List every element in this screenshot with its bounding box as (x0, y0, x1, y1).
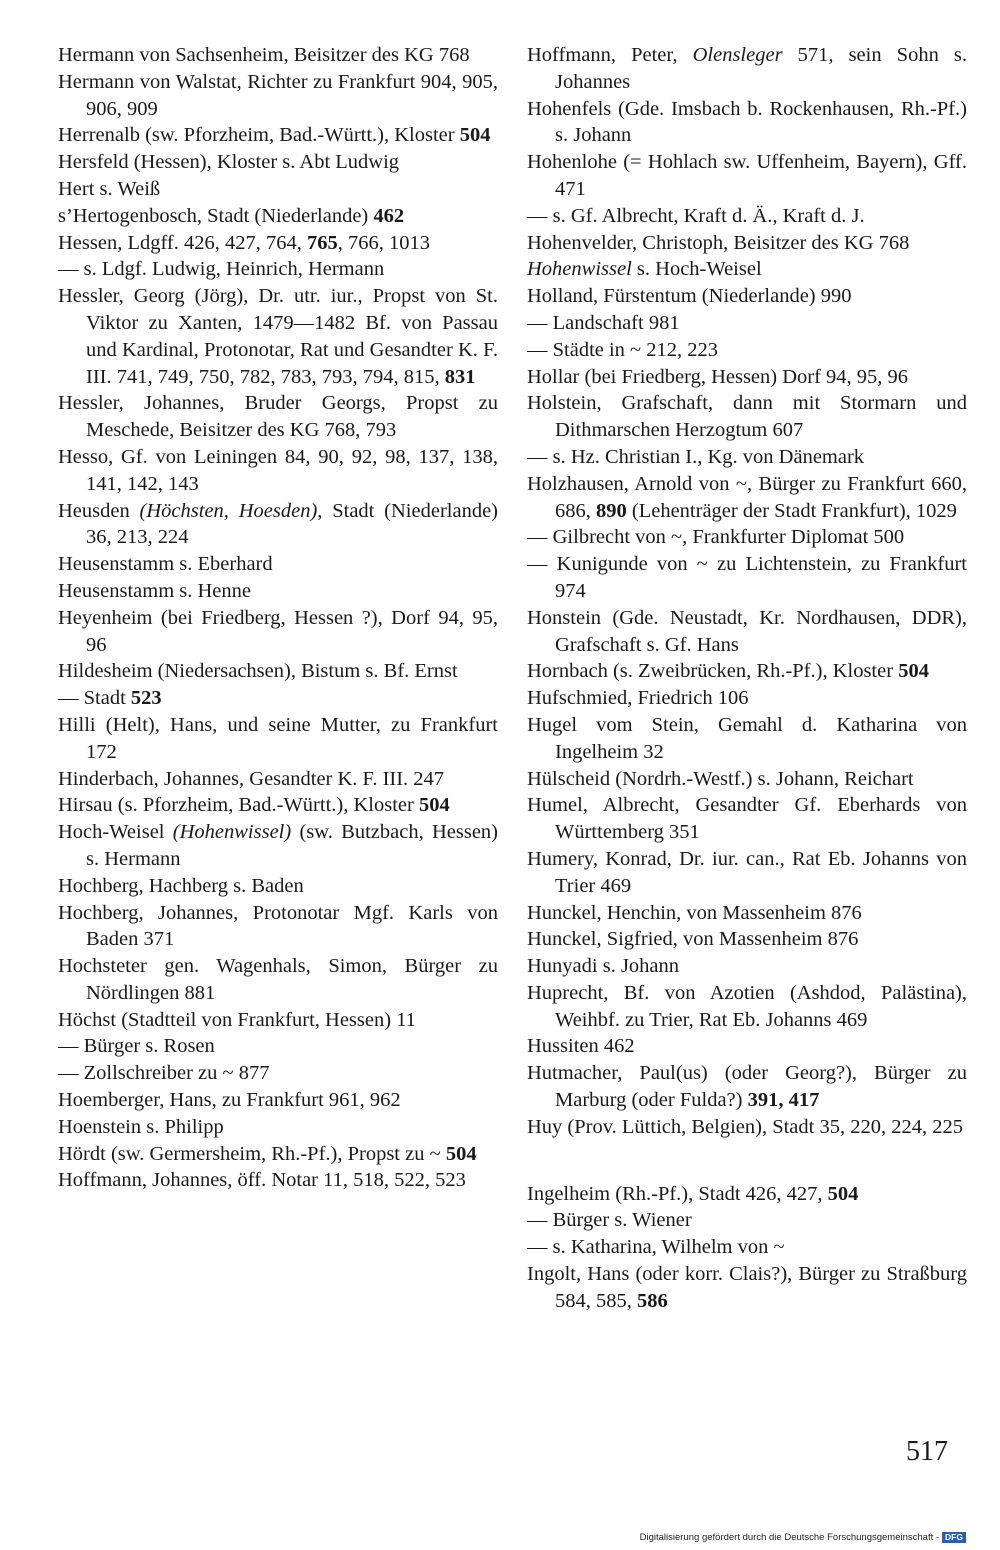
entry-text: Hoffmann, Johannes, öff. Notar 11, 518, 522, 523 (58, 1169, 466, 1192)
index-entry (58, 1087, 498, 1114)
entry-text: Huy (Prov. Lüttich, Belgien), Stadt 35, 220, 224, 225 (527, 1115, 963, 1138)
index-entry (527, 685, 967, 712)
right-index-column (527, 42, 967, 1315)
entry-text: — s. Ldgf. Ludwig, Heinrich, Hermann (58, 258, 385, 281)
index-entry (58, 1141, 498, 1168)
italic-term: Hohenwissel (527, 258, 632, 281)
index-entry (58, 685, 498, 712)
index-entry (527, 846, 967, 900)
index-entry (527, 364, 967, 391)
index-entry (58, 658, 498, 685)
index-entry (527, 712, 967, 766)
entry-text: 571, sein Sohn s. Johannes (555, 44, 968, 93)
index-entry (58, 122, 498, 149)
italic-term: (Höchsten, Hoesden) (139, 499, 318, 522)
entry-text: Heyenheim (bei Friedberg, Hessen ?), Dorf 94, 95, 96 (58, 606, 498, 656)
entry-text: Höchst (Stadtteil von Frankfurt, Hessen) 11 (58, 1008, 416, 1031)
index-entry (58, 953, 498, 1007)
bold-reference: 504 (459, 124, 491, 147)
index-entry (527, 230, 967, 257)
index-entry (527, 471, 967, 525)
entry-text: Hirsau (s. Pforzheim, Bad.-Württ.), Kloster (58, 794, 419, 817)
index-entry (527, 792, 967, 846)
entry-text: Ingelheim (Rh.-Pf.), Stadt 426, 427, (527, 1182, 828, 1205)
index-entry (58, 390, 498, 444)
entry-text: Huprecht, Bf. von Azotien (Ashdod, Palästina), Weihbf. zu Trier, Rat Eb. Johanns 469 (527, 981, 967, 1031)
entry-text: — Bürger s. Rosen (58, 1035, 215, 1058)
entry-text: s. Hoch-Weisel (631, 258, 762, 281)
index-entry (58, 712, 498, 766)
index-entry (527, 1234, 967, 1261)
index-entry (527, 1060, 967, 1114)
index-entry (58, 42, 498, 69)
entry-text: , Stadt (Niederlande) 36, 213, 224 (86, 499, 499, 549)
index-entry (527, 390, 967, 444)
index-entry (527, 953, 967, 980)
entry-text: — s. Katharina, Wilhelm von ~ (527, 1236, 785, 1259)
entry-text: Hoenstein s. Philipp (58, 1115, 224, 1138)
entry-text: — Zollschreiber zu ~ 877 (58, 1062, 270, 1085)
entry-text: Hoch-Weisel (58, 821, 173, 844)
left-index-column (58, 42, 498, 1194)
index-entry (527, 1207, 967, 1234)
entry-text: — Bürger s. Wiener (527, 1209, 692, 1232)
bold-reference: 504 (898, 660, 929, 683)
index-entry (527, 1261, 967, 1315)
entry-text: Hördt (sw. Germersheim, Rh.-Pf.), Propst zu ~ (58, 1142, 446, 1165)
footer-text: Digitalisierung gefördert durch die Deutsche Forschungsgemeinschaft - (639, 1532, 940, 1543)
entry-text: Hinderbach, Johannes, Gesandter K. F. III. 247 (58, 767, 445, 790)
index-entry (527, 1033, 967, 1060)
index-entry (527, 658, 967, 685)
index-entry (527, 1181, 967, 1208)
entry-text: Hildesheim (Niedersachsen), Bistum s. Bf. Ernst (58, 660, 458, 683)
index-entry (58, 873, 498, 900)
index-entry (527, 256, 967, 283)
index-entry (527, 203, 967, 230)
entry-text: Hugel vom Stein, Gemahl d. Katharina von Ingelheim 32 (527, 713, 967, 763)
entry-text: Hersfeld (Hessen), Kloster s. Abt Ludwig (58, 151, 400, 174)
index-entry (527, 926, 967, 953)
bold-reference: 890 (596, 499, 627, 522)
bold-reference: 504 (827, 1182, 859, 1205)
entry-text: Hufschmied, Friedrich 106 (527, 687, 749, 710)
index-entry (58, 149, 498, 176)
entry-text: Herrenalb (sw. Pforzheim, Bad.-Württ.), Kloster (58, 124, 460, 147)
index-entry (527, 310, 967, 337)
index-entry (58, 283, 498, 390)
bold-reference: 504 (445, 1142, 477, 1165)
entry-text: Hornbach (s. Zweibrücken, Rh.-Pf.), Kloster (527, 660, 899, 683)
entry-text: Hilli (Helt), Hans, und seine Mutter, zu Frankfurt 172 (58, 713, 498, 763)
entry-text: — Städte in ~ 212, 223 (527, 338, 719, 361)
entry-text: Heusenstamm s. Eberhard (58, 553, 273, 576)
italic-term: (Hohenwissel) (172, 821, 292, 844)
index-entry (527, 96, 967, 150)
index-entry (58, 69, 498, 123)
funding-footer (640, 1532, 966, 1543)
bold-reference: 765 (307, 231, 338, 254)
index-entry (58, 230, 498, 257)
index-entry (527, 766, 967, 793)
entry-text: — s. Hz. Christian I., Kg. von Dänemark (527, 445, 865, 468)
index-entry (527, 42, 967, 96)
bold-reference: 831 (444, 365, 476, 388)
dfg-logo: DFG (942, 1532, 966, 1543)
index-entry (58, 444, 498, 498)
index-entry (527, 337, 967, 364)
entry-text: — Stadt (58, 687, 131, 710)
entry-text: Hunyadi s. Johann (527, 955, 680, 978)
index-entry (527, 551, 967, 605)
entry-text: Hülscheid (Nordrh.-Westf.) s. Johann, Reichart (527, 767, 914, 790)
entry-text: Hessler, Georg (Jörg), Dr. utr. iur., Propst von St. Viktor zu Xanten, 1479—1482 Bf. von Passau und Kardinal, Protonotar, Rat und Gesandter K. F. III. 741, 749, 750, 782, 783, 793, 794, 815, (58, 285, 498, 388)
entry-text: s’Hertogenbosch, Stadt (Niederlande) (58, 204, 374, 227)
entry-text: Heusden (58, 499, 140, 522)
index-entry (58, 203, 498, 230)
entry-text: Hert s. Weiß (58, 177, 161, 200)
index-entry (527, 524, 967, 551)
entry-text: Hunckel, Henchin, von Massenheim 876 (527, 901, 862, 924)
page-number: 517 (906, 1436, 948, 1467)
index-entry (58, 605, 498, 659)
entry-text: Hutmacher, Paul(us) (oder Georg?), Bürger zu Marburg (oder Fulda?) (527, 1062, 967, 1112)
italic-term: Olensleger (692, 44, 783, 66)
entry-text: Honstein (Gde. Neustadt, Kr. Nordhausen, DDR), Grafschaft s. Gf. Hans (527, 606, 967, 656)
entry-text: Holstein, Grafschaft, dann mit Stormarn und Dithmarschen Herzogtum 607 (527, 392, 967, 442)
entry-text: Holland, Fürstentum (Niederlande) 990 (527, 285, 852, 308)
index-entry (58, 176, 498, 203)
index-entry (58, 1033, 498, 1060)
entry-text: Hesso, Gf. von Leiningen 84, 90, 92, 98, 137, 138, 141, 142, 143 (58, 445, 498, 495)
entry-text: Hollar (bei Friedberg, Hessen) Dorf 94, 95, 96 (527, 365, 909, 388)
index-entry (58, 1167, 498, 1194)
index-entry (527, 605, 967, 659)
section-gap (527, 1141, 967, 1181)
index-entry (58, 1114, 498, 1141)
index-entry (527, 1114, 967, 1141)
index-entry (58, 792, 498, 819)
entry-text: Humery, Konrad, Dr. iur. can., Rat Eb. Johanns von Trier 469 (527, 847, 967, 897)
entry-text: Heusenstamm s. Henne (58, 579, 251, 602)
entry-text: (Lehenträger der Stadt Frankfurt), 1029 (626, 499, 957, 522)
entry-text: Ingolt, Hans (oder korr. Clais?), Bürger zu Straßburg 584, 585, (527, 1263, 967, 1312)
index-entry (58, 819, 498, 873)
bold-reference: 462 (373, 204, 405, 227)
index-entry (58, 578, 498, 605)
entry-text: Hessler, Johannes, Bruder Georgs, Propst zu Meschede, Beisitzer des KG 768, 793 (58, 392, 498, 442)
index-entry (58, 551, 498, 578)
entry-text: (sw. Butzbach, Hessen) s. Hermann (86, 821, 498, 870)
entry-text: Hermann von Sachsenheim, Beisitzer des KG 768 (58, 44, 470, 66)
entry-text: Hochsteter gen. Wagenhals, Simon, Bürger zu Nördlingen 881 (58, 955, 498, 1004)
entry-text: Hohenfels (Gde. Imsbach b. Rockenhausen, Rh.-Pf.) s. Johann (527, 97, 967, 147)
index-entry (527, 149, 967, 203)
entry-text: Hohenvelder, Christoph, Beisitzer des KG 768 (527, 231, 910, 254)
entry-text: Hohenlohe (= Hohlach sw. Uffenheim, Bayern), Gff. 471 (527, 151, 967, 200)
entry-text: — Gilbrecht von ~, Frankfurter Diplomat 500 (527, 526, 905, 549)
entry-text: — s. Gf. Albrecht, Kraft d. Ä., Kraft d. J. (527, 204, 865, 227)
index-entry (527, 444, 967, 471)
index-entry (527, 900, 967, 927)
entry-text: Humel, Albrecht, Gesandter Gf. Eberhards von Württemberg 351 (527, 794, 967, 844)
bold-reference: 391, 417 (747, 1089, 820, 1112)
bold-reference: 586 (637, 1289, 668, 1312)
entry-text: Hoemberger, Hans, zu Frankfurt 961, 962 (58, 1089, 401, 1112)
index-entry (58, 1060, 498, 1087)
index-entry (58, 498, 498, 552)
index-entry (527, 283, 967, 310)
entry-text: — Landschaft 981 (527, 311, 680, 334)
entry-text: Holzhausen, Arnold von ~, Bürger zu Frankfurt 660, 686, (527, 472, 967, 522)
index-entry (58, 900, 498, 954)
index-entry (58, 766, 498, 793)
index-entry (58, 256, 498, 283)
entry-text: Hessen, Ldgff. 426, 427, 764, (58, 231, 308, 254)
entry-text: Hussiten 462 (527, 1035, 635, 1058)
entry-text: , 766, 1013 (337, 231, 431, 254)
entry-text: — Kunigunde von ~ zu Lichtenstein, zu Frankfurt 974 (527, 553, 967, 602)
entry-text: Hochberg, Hachberg s. Baden (58, 874, 304, 897)
entry-text: Hoffmann, Peter, (527, 44, 693, 66)
index-entry (527, 980, 967, 1034)
bold-reference: 523 (130, 687, 162, 710)
bold-reference: 504 (418, 794, 450, 817)
entry-text: Hermann von Walstat, Richter zu Frankfurt 904, 905, 906, 909 (58, 70, 498, 120)
index-entry (58, 1007, 498, 1034)
entry-text: Hunckel, Sigfried, von Massenheim 876 (527, 928, 859, 951)
entry-text: Hochberg, Johannes, Protonotar Mgf. Karls von Baden 371 (58, 901, 498, 951)
